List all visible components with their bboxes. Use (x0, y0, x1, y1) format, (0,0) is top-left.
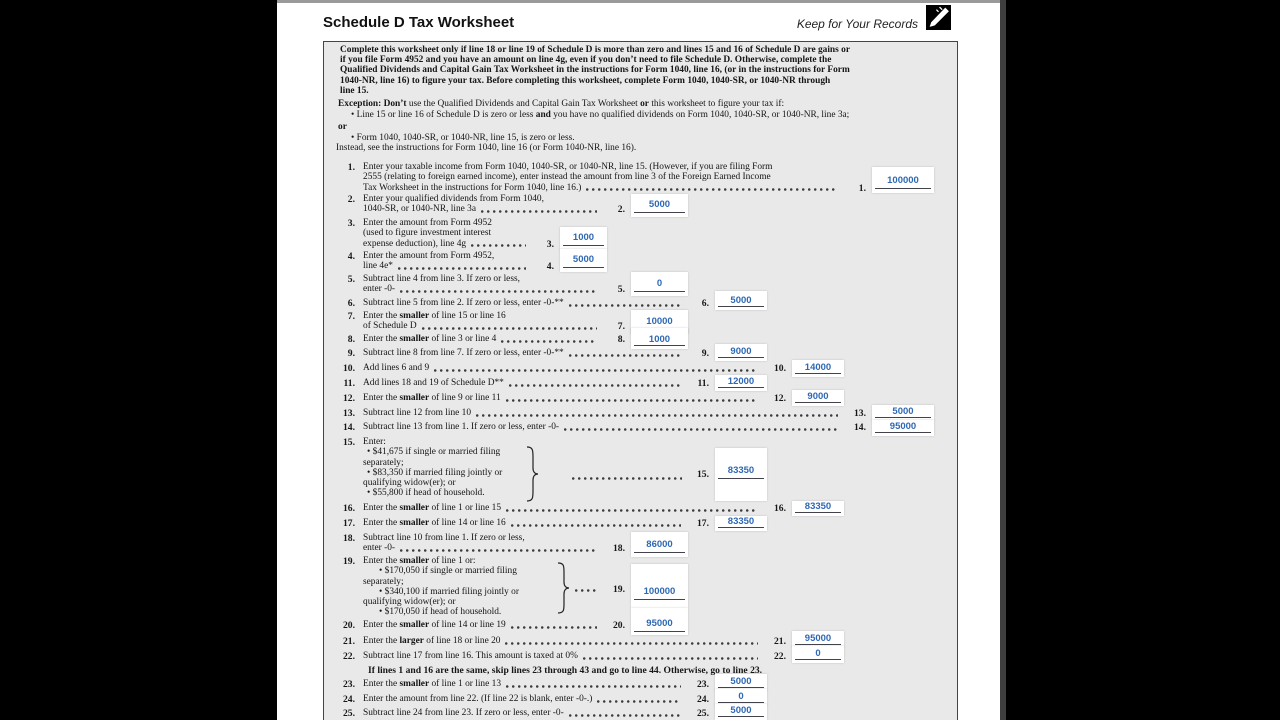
line-5-value: 0 (656, 278, 663, 289)
line-8-value-box[interactable] (631, 328, 688, 349)
dotted-leader (481, 210, 597, 213)
dotted-leader (434, 369, 758, 372)
entry-underline (718, 687, 764, 688)
line-17-value: 83350 (727, 515, 755, 527)
line-3-value: 1000 (572, 232, 595, 243)
line-12-value-box[interactable] (792, 390, 844, 406)
exception-bullet-1: • Line 15 or line 16 of Schedule D is zero or less and you have no qualified dividends on Form 1040, 1040-SR, or 1040-NR, line 3a; (351, 110, 850, 120)
line-13-description: Subtract line 12 from line 10 (363, 408, 840, 418)
dotted-leader (569, 714, 681, 717)
line-18-number: 18. (343, 533, 355, 544)
line-12-number: 12. (343, 393, 355, 404)
exception-instead: Instead, see the instructions for Form 1040, line 16 (or Form 1040-NR, line 16). (336, 143, 637, 153)
line-15-description: Enter: • $41,675 if single or married filing separately; • $83,350 if married filing jointly or qualifying widow(er); or • $55,800 if head of household. (363, 437, 503, 499)
line-23-label: 23. (697, 679, 709, 690)
line-17-value-box[interactable] (715, 516, 767, 531)
entry-underline (563, 245, 604, 246)
line-20-value: 95000 (646, 618, 673, 629)
line-21-description: Enter the larger of line 18 or line 20 (363, 636, 760, 646)
line-23-number: 23. (343, 679, 355, 690)
line-7-value: 10000 (646, 316, 673, 327)
line-4-label: 4. (546, 261, 554, 272)
line-15-value: 83350 (727, 465, 755, 476)
line-22-number: 22. (343, 651, 355, 662)
line-21-label: 21. (774, 636, 786, 647)
line-22-label: 22. (774, 651, 786, 662)
page-edge-strip (1000, 0, 1006, 720)
line-14-description: Subtract line 13 from line 1. If zero or less, enter -0- (363, 422, 840, 432)
line-2-value-box[interactable] (631, 194, 688, 217)
entry-underline (718, 478, 764, 479)
dotted-leader (398, 267, 526, 270)
dotted-leader (400, 549, 597, 552)
line-19-number: 19. (343, 556, 355, 567)
entry-underline (634, 291, 685, 292)
dotted-leader (506, 685, 681, 688)
line-4-number: 4. (347, 251, 355, 262)
line-20-value-box[interactable] (631, 608, 688, 635)
dotted-leader (400, 290, 597, 293)
line-19-value-box[interactable] (631, 564, 688, 608)
line-2-value: 5000 (648, 199, 671, 210)
dotted-leader (422, 327, 597, 330)
line-21-value: 95000 (804, 632, 832, 644)
line-17-number: 17. (343, 518, 355, 529)
line-25-value: 5000 (730, 704, 752, 716)
line-16-number: 16. (343, 503, 355, 514)
line-3-label: 3. (546, 239, 554, 250)
line-5-description: Subtract line 4 from line 3. If zero or less, enter -0- (363, 274, 599, 295)
line-23-description: Enter the smaller of line 1 or line 13 (363, 679, 683, 689)
line-8-value: 1000 (648, 333, 671, 345)
line-24-label: 24. (697, 694, 709, 705)
line-6-value: 5000 (730, 294, 752, 306)
line-2-label: 2. (617, 204, 625, 215)
dotted-leader (564, 428, 838, 431)
line-3-description: Enter the amount from Form 4952 (used to figure investment interest expense deduction), line 4g (363, 218, 528, 249)
dotted-leader (506, 399, 758, 402)
line-19-label: 19. (613, 584, 625, 595)
line-4-value: 5000 (572, 254, 595, 265)
entry-underline (718, 527, 764, 528)
intro-line: if you file Form 4952 and you have an amount on line 4g, even if you don’t need to file Schedule D. Otherwise, complete the (340, 55, 832, 66)
dotted-leader (471, 244, 526, 247)
entry-underline (795, 659, 841, 660)
keep-for-records-label: Keep for Your Records (796, 17, 918, 31)
line-7-number: 7. (347, 311, 355, 322)
dotted-leader (597, 700, 681, 703)
line-24-description: Enter the amount from line 22. (If line 22 is blank, enter -0-.) (363, 694, 683, 704)
line-9-value: 9000 (730, 345, 752, 357)
entry-underline (718, 387, 764, 388)
line-1-label: 1. (858, 183, 866, 194)
line-9-description: Subtract line 8 from line 7. If zero or less, enter -0-** (363, 348, 683, 358)
entry-underline (875, 432, 931, 433)
line-22-value: 0 (815, 647, 821, 659)
line-11-number: 11. (343, 378, 355, 389)
line-20-description: Enter the smaller of line 14 or line 19 (363, 620, 599, 630)
entry-underline (634, 631, 685, 632)
line-19-description: Enter the smaller of line 1 or: • $170,050 if single or married filing separately; • $340,100 if married filing jointly or qualifying widow(er); or • $170,050 if head of household. (363, 556, 519, 618)
line-18-value-box[interactable] (631, 532, 688, 557)
entry-underline (795, 512, 841, 513)
pencil-icon (926, 5, 951, 30)
line-2-number: 2. (347, 194, 355, 205)
dotted-leader (572, 477, 682, 480)
line-6-value-box[interactable] (715, 291, 767, 310)
line-11-description: Add lines 18 and 19 of Schedule D** (363, 378, 683, 388)
skip-note: If lines 1 and 16 are the same, skip lines 23 through 43 and go to line 44. Otherwise, go to line 23. (368, 665, 763, 676)
intro-line: 1040-NR, line 16) to figure your tax. Before completing this worksheet, complete Form 1040, 1040-SR, or 1040-NR through (340, 75, 831, 86)
line-14-label: 14. (854, 422, 866, 433)
brace-decoration (556, 562, 570, 619)
line-19-value: 100000 (643, 586, 676, 597)
dotted-leader (575, 589, 597, 592)
entry-underline (875, 417, 931, 418)
line-9-label: 9. (701, 348, 709, 359)
line-17-label: 17. (697, 518, 709, 529)
line-14-number: 14. (343, 422, 355, 433)
intro-line: Complete this worksheet only if line 18 or line 19 of Schedule D is more than zero and lines 15 and 16 of Schedule D are gains or (340, 45, 850, 55)
entry-underline (634, 212, 685, 213)
line-8-label: 8. (617, 334, 625, 345)
entry-underline (634, 552, 685, 553)
line-6-description: Subtract line 5 from line 2. If zero or less, enter -0-** (363, 298, 683, 308)
dotted-leader (569, 304, 681, 307)
line-9-value-box[interactable] (715, 344, 767, 361)
line-3-number: 3. (347, 218, 355, 229)
line-15-number: 15. (343, 437, 355, 448)
line-13-number: 13. (343, 408, 355, 419)
entry-underline (875, 188, 931, 189)
line-2-description: Enter your qualified dividends from Form 1040, 1040-SR, or 1040-NR, line 3a (363, 194, 599, 215)
line-13-label: 13. (854, 408, 866, 419)
dotted-leader (506, 509, 758, 512)
line-8-number: 8. (347, 334, 355, 345)
dotted-leader (511, 626, 597, 629)
entry-underline (634, 599, 685, 600)
line-23-value: 5000 (730, 675, 752, 687)
line-18-description: Subtract line 10 from line 1. If zero or less, enter -0- (363, 533, 599, 554)
worksheet-intro (340, 45, 850, 96)
dotted-leader (501, 340, 597, 343)
entry-underline (795, 402, 841, 403)
line-13-value-box[interactable] (872, 405, 934, 421)
line-1-number: 1. (347, 162, 355, 173)
line-17-description: Enter the smaller of line 14 or line 16 (363, 518, 683, 528)
line-6-number: 6. (347, 298, 355, 309)
line-18-label: 18. (613, 543, 625, 554)
exception-lead: Exception: Don’t use the Qualified Dividends and Capital Gain Tax Worksheet or this worksheet to figure your tax if: (338, 99, 785, 109)
dotted-leader (511, 524, 681, 527)
line-16-value: 83350 (804, 500, 832, 512)
line-8-description: Enter the smaller of line 3 or line 4 (363, 334, 599, 344)
line-24-number: 24. (343, 694, 355, 705)
entry-underline (718, 702, 764, 703)
line-1-description: Enter your taxable income from Form 1040, 1040-SR, or 1040-NR, line 15. (However, if you are filing Form 2555 (relating to foreign earned income), enter instead the amount from line 3 of the Foreign Earned Income Tax Worksheet in the instructions for Form 1040, line 16.) (363, 162, 840, 193)
line-20-number: 20. (343, 620, 355, 631)
line-11-value: 12000 (727, 375, 755, 387)
dotted-leader (569, 354, 681, 357)
line-16-value-box[interactable] (792, 501, 844, 516)
dotted-leader (509, 384, 681, 387)
line-10-value: 14000 (804, 361, 832, 373)
line-25-label: 25. (697, 708, 709, 719)
line-16-label: 16. (774, 503, 786, 514)
exception-or: or (338, 122, 347, 132)
line-5-value-box[interactable] (631, 272, 688, 296)
line-7-label: 7. (617, 321, 625, 332)
line-12-label: 12. (774, 393, 786, 404)
line-20-label: 20. (613, 620, 625, 631)
line-24-value: 0 (738, 690, 744, 702)
line-12-description: Enter the smaller of line 9 or line 11 (363, 393, 760, 403)
dotted-leader (583, 657, 758, 660)
line-11-label: 11. (697, 378, 709, 389)
line-4-description: Enter the amount from Form 4952, line 4e* (363, 251, 528, 272)
entry-underline (718, 716, 764, 717)
entry-underline (718, 357, 764, 358)
line-14-value-box[interactable] (872, 420, 934, 436)
line-1-value: 100000 (887, 175, 919, 186)
dotted-leader (586, 188, 838, 191)
exception-bullet-2: • Form 1040, 1040-SR, or 1040-NR, line 15, is zero or less. (351, 133, 575, 143)
line-15-value-box[interactable] (715, 448, 767, 501)
line-4-value-box[interactable] (560, 249, 607, 272)
line-10-label: 10. (774, 363, 786, 374)
entry-underline (795, 373, 841, 374)
line-5-label: 5. (617, 284, 625, 295)
line-9-number: 9. (347, 348, 355, 359)
line-10-value-box[interactable] (792, 360, 844, 377)
line-18-value: 86000 (646, 539, 673, 550)
line-7-description: Enter the smaller of line 15 or line 16 of Schedule D (363, 311, 599, 332)
line-21-number: 21. (343, 636, 355, 647)
entry-underline (718, 306, 764, 307)
line-22-value-box[interactable] (792, 646, 844, 663)
line-14-value: 95000 (889, 420, 917, 432)
line-22-description: Subtract line 17 from line 16. This amount is taxed at 0% (363, 651, 760, 661)
line-16-description: Enter the smaller of line 1 or line 15 (363, 503, 760, 513)
entry-underline (563, 267, 604, 268)
entry-underline (795, 644, 841, 645)
line-6-label: 6. (701, 298, 709, 309)
line-25-value-box[interactable] (715, 704, 767, 720)
intro-line: Qualified Dividends and Capital Gain Tax Worksheet in the instructions for Form 1040, line 16, (or in the instructions for Form (340, 65, 850, 76)
line-11-value-box[interactable] (715, 375, 767, 391)
line-1-value-box[interactable] (872, 167, 934, 193)
page-title: Schedule D Tax Worksheet (323, 14, 515, 31)
line-5-number: 5. (347, 274, 355, 285)
dotted-leader (505, 642, 758, 645)
dotted-leader (476, 414, 838, 417)
line-15-label: 15. (697, 469, 709, 480)
line-10-description: Add lines 6 and 9 (363, 363, 760, 373)
line-3-value-box[interactable] (560, 227, 607, 250)
entry-underline (634, 345, 685, 346)
line-12-value: 9000 (807, 390, 829, 402)
line-13-value: 5000 (892, 405, 914, 417)
brace-decoration (525, 446, 539, 507)
line-25-description: Subtract line 24 from line 23. If zero or less, enter -0- (363, 708, 683, 718)
intro-line: line 15. (340, 85, 369, 96)
line-25-number: 25. (343, 708, 355, 719)
line-10-number: 10. (343, 363, 355, 374)
